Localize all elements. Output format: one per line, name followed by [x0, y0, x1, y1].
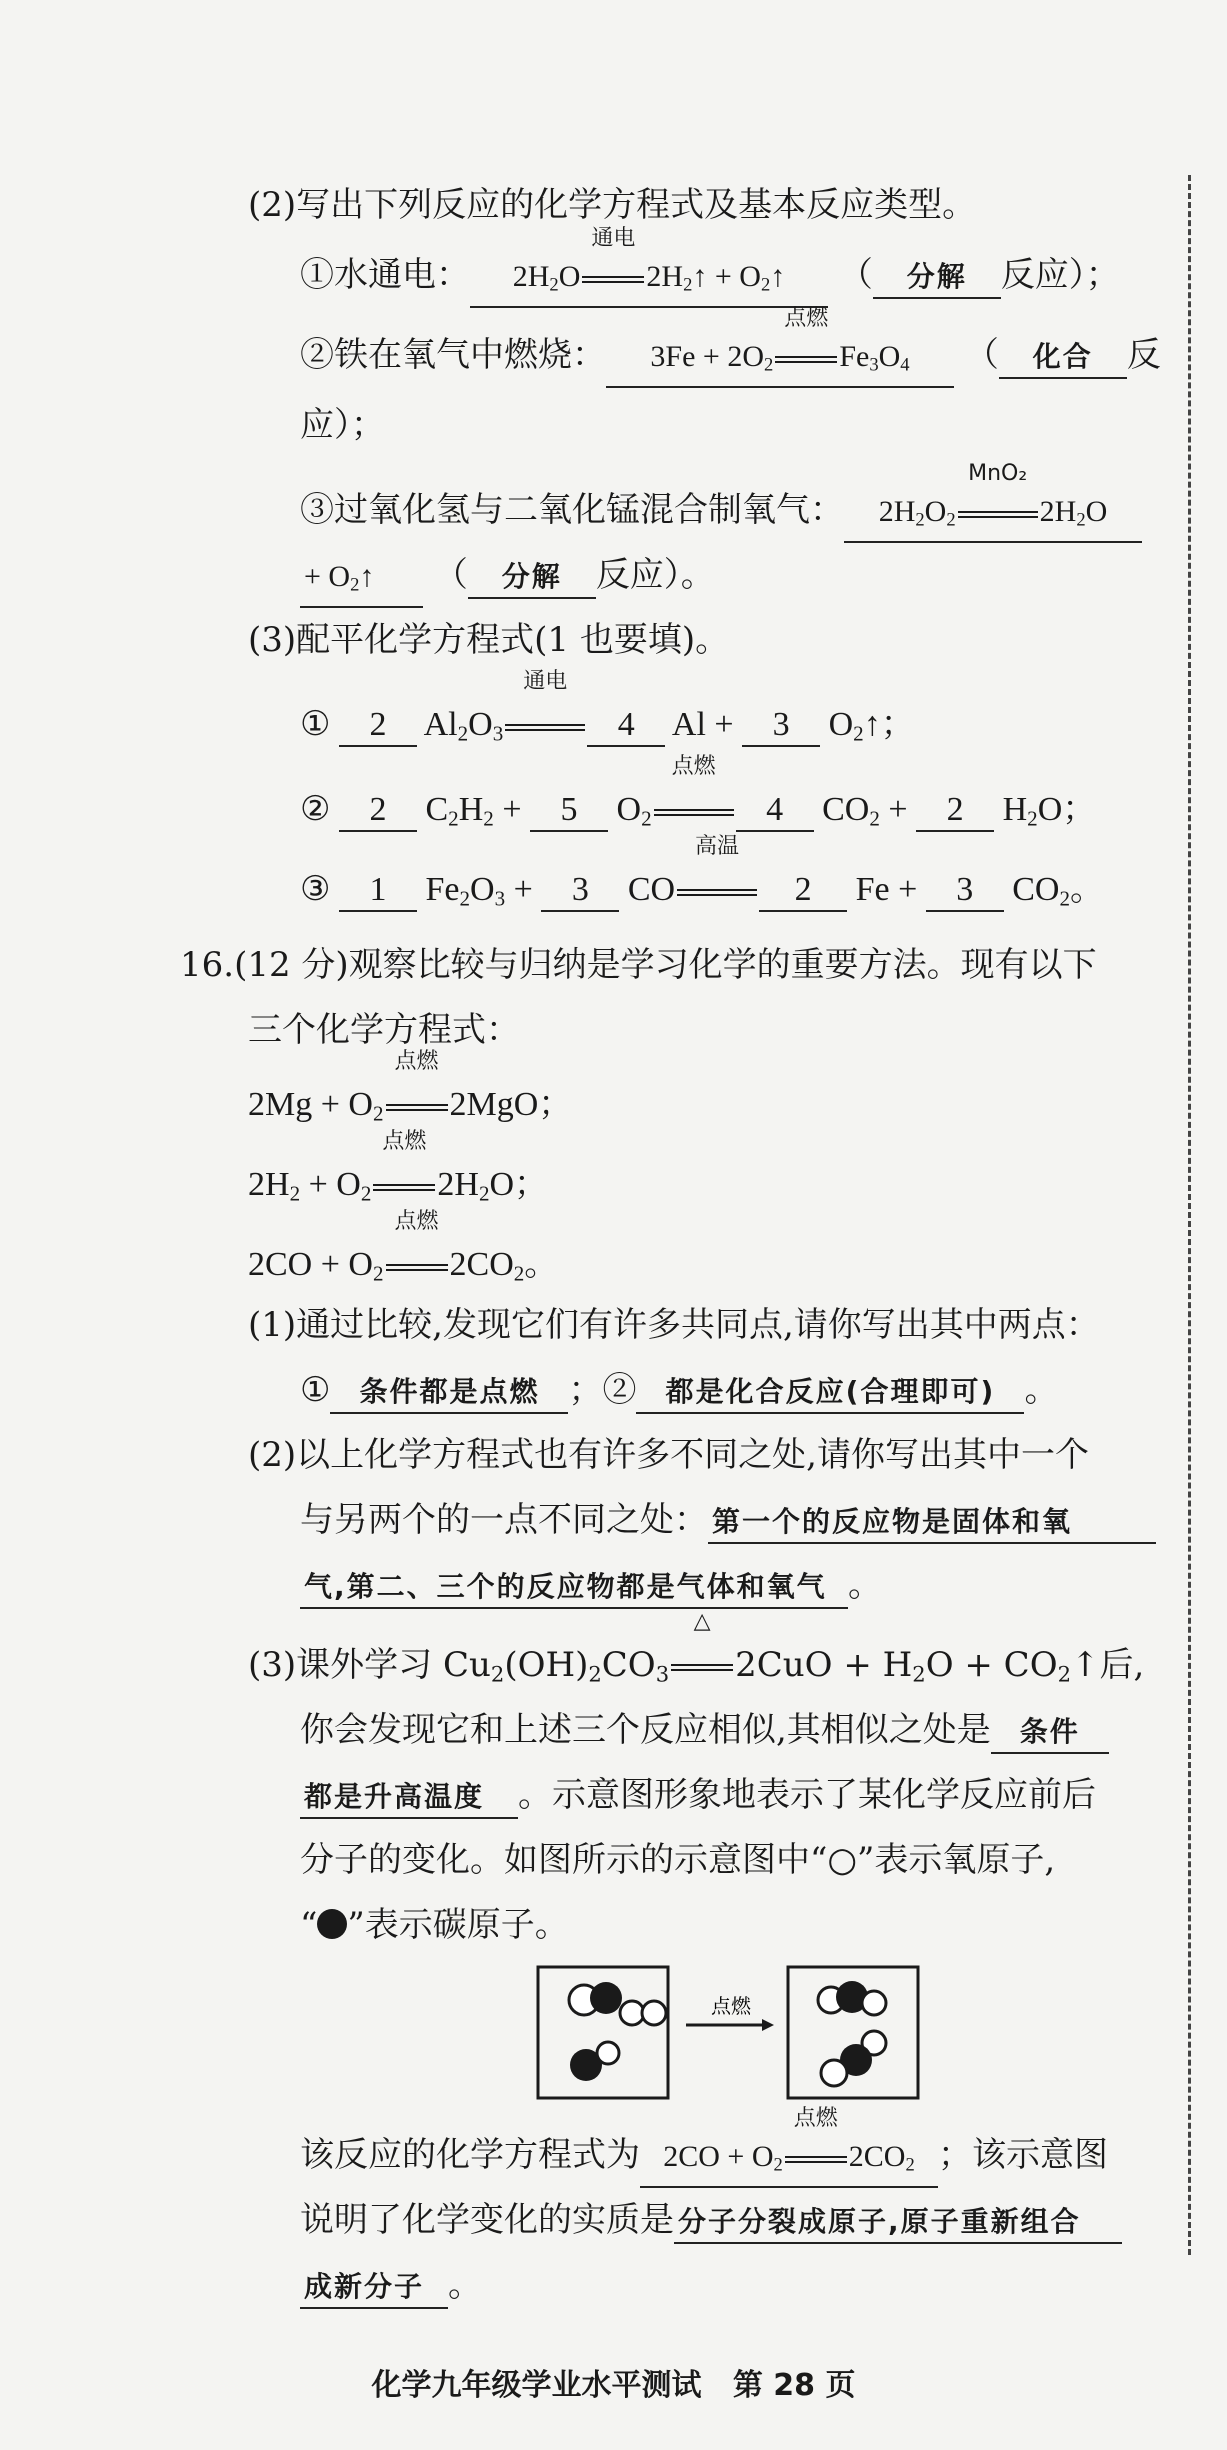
coef-blank[interactable]: 5 — [530, 790, 608, 832]
equation-answer[interactable]: $3Fe + 2O_2$ 点燃 $Fe_3O_4$ — [606, 337, 954, 388]
common-point-1-answer[interactable]: 条件都是点燃 — [330, 1372, 568, 1414]
q15-p2-item3: ③过氧化氢与二氧化锰混合制氧气： $2H_2O_2$ MnO₂ $2H_2O$ — [300, 485, 1142, 543]
balance-eq-1: ① 2 $Al_2O_3$ 通电 4 Al + 3 $O_2↑$； — [300, 700, 915, 758]
equation-answer[interactable]: $2H_2O_2$ MnO₂ $2H_2O$ — [844, 492, 1142, 543]
q16-eq2: $2H_2 + O_2$ 点燃 $2H_2O$； — [248, 1160, 548, 1218]
oxygen-atom — [862, 1991, 886, 2015]
coef-blank[interactable]: 2 — [916, 790, 994, 832]
q16-p2-line3: 气,第二、三个的反应物都是气体和氧气 。 — [300, 1560, 882, 1610]
similarity-answer[interactable]: 条件 — [991, 1712, 1109, 1754]
balance-eq-2: ② 2 $C_2H_2 + 5$ $O_2$ 点燃 4 $CO_2 + 2$ $H_2O$； — [300, 785, 1096, 843]
condition-equals: 通电 — [505, 700, 585, 750]
coef-blank[interactable]: 3 — [926, 870, 1004, 912]
reaction-type-answer[interactable]: 化合 — [999, 337, 1127, 379]
q15-p2-intro: (2)写出下列反应的化学方程式及基本反应类型。 — [248, 185, 977, 225]
oxygen-atom — [597, 2042, 619, 2064]
oxygen-atom — [821, 2060, 847, 2086]
footer-title: 化学九年级学业水平测试 — [371, 2368, 702, 2403]
black-dot-icon — [317, 1909, 347, 1939]
condition-equals: 通电 — [582, 257, 644, 297]
molecule-reaction-diagram — [536, 1965, 926, 2100]
q16-p1-answers: ① 条件都是点燃 ；② 都是化合反应(合理即可) 。 — [300, 1365, 1058, 1415]
coef-blank[interactable]: 2 — [339, 705, 417, 747]
binding-dashed-line — [1188, 175, 1191, 2255]
coef-blank[interactable]: 3 — [541, 870, 619, 912]
coef-blank[interactable]: 2 — [759, 870, 847, 912]
q16-p2-intro: (2)以上化学方程式也有许多不同之处,请你写出其中一个 — [248, 1435, 1089, 1475]
coef-blank[interactable]: 4 — [587, 705, 665, 747]
q15-p2-item2: ②铁在氧气中燃烧： $3Fe + 2O_2$ 点燃 $Fe_3O_4$ （ 化合 反 — [300, 330, 1161, 388]
carbon-atom — [590, 1982, 622, 2014]
difference-answer-cont[interactable]: 气,第二、三个的反应物都是气体和氧气 — [300, 1567, 848, 1609]
q16-p3-line5: “ ”表示碳原子。 — [300, 1905, 569, 1945]
coef-blank[interactable]: 2 — [339, 790, 417, 832]
q16-head-2: 三个化学方程式： — [248, 1010, 520, 1050]
equation-answer[interactable]: $2H_2O$ 通电 $2H_2↑$ + $O_2↑$ — [470, 257, 828, 308]
balance-eq-3: ③ 1 $Fe_2O_3 + 3$ CO 高温 2 Fe + 3 $CO_2$。 — [300, 865, 1104, 923]
q15-p2-item3-cont: + $O_2↑$ （ 分解 反应）。 — [300, 550, 715, 608]
condition-equals: MnO₂ — [958, 492, 1038, 532]
condition-equals: 点燃 — [785, 2137, 847, 2177]
q15-p2-item1: ①水通电： $2H_2O$ 通电 $2H_2↑$ + $O_2↑$ （ 分解 反应）； — [300, 250, 1120, 308]
q16-eq3: $2CO + O_2$ 点燃 $2CO_2$。 — [248, 1240, 558, 1298]
condition-equals: 点燃 — [373, 1160, 435, 1210]
q15-p2-item2-cont: 应）； — [300, 405, 385, 445]
condition-equals: 点燃 — [386, 1080, 448, 1130]
condition-equals: 点燃 — [386, 1240, 448, 1290]
q16-p3-line1: (3)课外学习 $Cu_2(OH)_2CO_3$ △ $2CuO + H_2O$ + $CO_2↑$后, — [248, 1640, 1144, 1699]
q16-p3-line8: 成新分子 。 — [300, 2260, 482, 2310]
reaction-type-answer[interactable]: 分解 — [873, 257, 1001, 299]
page-number: 第 28 页 — [732, 2368, 856, 2403]
arrow-condition-label: 点燃 — [711, 1994, 751, 2018]
coef-blank[interactable]: 4 — [736, 790, 814, 832]
equation-answer-cont[interactable]: + $O_2↑$ — [300, 557, 423, 608]
q16-p3-line3: 都是升高温度 。示意图形象地表示了某化学反应前后 — [300, 1770, 1096, 1820]
similarity-answer-cont[interactable]: 都是升高温度 — [300, 1777, 518, 1819]
difference-answer[interactable]: 第一个的反应物是固体和氧 — [708, 1502, 1156, 1544]
q16-p1-intro: (1)通过比较,发现它们有许多共同点,请你写出其中两点： — [248, 1305, 1100, 1345]
q16-head: 16.(12 分)观察比较与归纳是学习化学的重要方法。现有以下 — [180, 945, 1097, 985]
q16-p3-line6: 该反应的化学方程式为 $2CO + O_2$ 点燃 $2CO_2$ ；该示意图 — [300, 2130, 1108, 2188]
reaction-type-answer[interactable]: 分解 — [468, 557, 596, 599]
q16-p2-line2: 与另两个的一点不同之处： 第一个的反应物是固体和氧 — [300, 1495, 1156, 1545]
oxygen-atom — [642, 2001, 666, 2025]
condition-equals: 高温 — [677, 865, 757, 915]
condition-equals: 点燃 — [654, 785, 734, 835]
arrow-head — [762, 2019, 774, 2031]
condition-equals: △ — [671, 1640, 733, 1690]
q16-p3-line4: 分子的变化。如图所示的示意图中“○”表示氧原子, — [300, 1840, 1056, 1880]
oxygen-atom — [620, 2001, 644, 2025]
q15-p3-intro: (3)配平化学方程式(1 也要填)。 — [248, 620, 730, 660]
condition-equals: 点燃 — [775, 337, 837, 377]
q16-p3-line7: 说明了化学变化的实质是 分子分裂成原子,原子重新组合 — [300, 2195, 1122, 2245]
q16-p3-line2: 你会发现它和上述三个反应相似,其相似之处是 条件 — [300, 1705, 1109, 1755]
essence-answer-cont[interactable]: 成新分子 — [300, 2267, 448, 2309]
q16-eq1: $2Mg + O_2$ 点燃 2MgO； — [248, 1080, 572, 1138]
reaction-equation-answer[interactable]: $2CO + O_2$ 点燃 $2CO_2$ — [640, 2137, 938, 2188]
coef-blank[interactable]: 3 — [742, 705, 820, 747]
coef-blank[interactable]: 1 — [339, 870, 417, 912]
item-label: ①水通电： — [300, 255, 470, 295]
common-point-2-answer[interactable]: 都是化合反应(合理即可) — [636, 1372, 1024, 1414]
essence-answer[interactable]: 分子分裂成原子,原子重新组合 — [674, 2202, 1122, 2244]
page-footer — [0, 2360, 1227, 2404]
